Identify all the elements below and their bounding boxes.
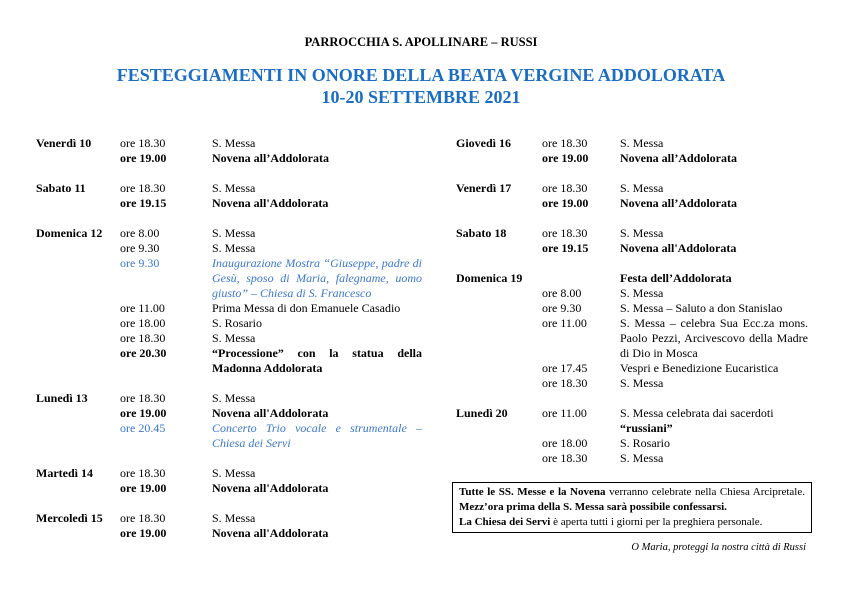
event-time: ore 19.00 (542, 196, 589, 210)
schedule-row (36, 151, 422, 166)
event-title: Novena all'Addolorata (212, 406, 329, 420)
event-title: S. Messa (212, 391, 256, 405)
event-time: ore 18.00 (120, 316, 166, 330)
schedule-row (456, 181, 808, 196)
notice-servi: La Chiesa dei Servi (459, 516, 551, 528)
event-title: S. Rosario (620, 436, 671, 450)
event-title: S. Messa (212, 136, 256, 150)
schedule-row (456, 136, 808, 151)
event-title: Novena all’Addolorata (212, 151, 329, 165)
day-block (456, 406, 808, 466)
event-title: S. Messa (620, 136, 664, 150)
schedule-row (36, 526, 422, 541)
schedule-row (36, 346, 422, 376)
schedule-row (36, 256, 422, 301)
event-title: S. Messa (620, 286, 664, 300)
day-name: Domenica 19 (456, 271, 523, 285)
event-title: S. Messa (620, 451, 664, 465)
event-time: ore 18.30 (542, 181, 588, 195)
event-time: ore 18.30 (120, 331, 166, 345)
schedule-row (456, 151, 808, 166)
schedule-row (456, 226, 808, 241)
event-title: Novena all'Addolorata (212, 481, 329, 495)
event-title: S. Messa (212, 241, 256, 255)
schedule-row (456, 451, 808, 466)
event-title: S. Messa (212, 466, 256, 480)
schedule-row (36, 511, 422, 526)
event-title: S. Messa – Saluto a don Stanislao (620, 301, 783, 315)
event-time: ore 9.30 (542, 301, 582, 315)
event-time: ore 18.30 (120, 181, 166, 195)
event-title: Prima Messa di don Emanuele Casadio (212, 301, 401, 315)
event-time: ore 11.00 (542, 406, 587, 420)
event-time: ore 20.30 (120, 346, 167, 360)
event-time: ore 20.45 (120, 421, 166, 435)
page-title (0, 64, 842, 108)
day-block (36, 391, 422, 451)
event-time: ore 11.00 (120, 301, 165, 315)
day-name: Sabato 18 (456, 226, 507, 240)
event-title: S. Messa (212, 181, 256, 195)
schedule-row (456, 271, 808, 286)
schedule-row (456, 286, 808, 301)
event-time (542, 271, 620, 286)
schedule-row (456, 196, 808, 211)
day-name: Martedì 14 (36, 466, 93, 480)
schedule-row (36, 391, 422, 406)
event-title: S. Messa celebrata dai sacerdoti (620, 406, 774, 420)
day-block (36, 466, 422, 496)
day-name: Giovedì 16 (456, 136, 512, 150)
schedule-row (36, 226, 422, 241)
event-time: ore 18.30 (542, 451, 588, 465)
event-title: Novena all'Addolorata (212, 526, 329, 540)
event-time: ore 19.15 (120, 196, 167, 210)
event-time: ore 19.00 (120, 151, 167, 165)
notice-open: è aperta tutti i giorni per la preghiera personale. (550, 516, 763, 528)
event-title: S. Messa (620, 226, 664, 240)
day-block (456, 226, 808, 256)
schedule-left-column (36, 136, 422, 556)
day-block (36, 226, 422, 376)
schedule-right-column (456, 136, 808, 481)
schedule-row (456, 241, 808, 256)
schedule-row (36, 181, 422, 196)
day-name: Domenica 12 (36, 226, 103, 240)
schedule-row (456, 421, 808, 436)
parish-name: PARROCCHIA S. APOLLINARE – RUSSI (304, 35, 538, 49)
footer-prayer: O Maria, proteggi la nostra città di Russi (631, 542, 806, 553)
day-block (36, 511, 422, 541)
event-title: Novena all’Addolorata (620, 196, 737, 210)
title-line-1: FESTEGGIAMENTI IN ONORE DELLA BEATA VERGINE ADDOLORATA (116, 65, 726, 85)
schedule-row (36, 136, 422, 151)
event-time: ore 19.00 (120, 481, 167, 495)
event-time: ore 19.00 (542, 151, 589, 165)
event-time: ore 19.00 (120, 526, 167, 540)
event-time: ore 19.15 (542, 241, 589, 255)
schedule-row (36, 331, 422, 346)
schedule-row (36, 196, 422, 211)
event-time: ore 18.30 (120, 466, 166, 480)
notice-confession: Mezz’ora prima della S. Messa sarà possibile confessarsi. (459, 501, 727, 513)
event-time: ore 18.30 (542, 376, 588, 390)
event-time: ore 11.00 (542, 316, 587, 330)
schedule-row (36, 406, 422, 421)
schedule-row (456, 361, 808, 376)
event-time (542, 421, 620, 436)
event-title: “Processione” con la statua della Madonna Addolorata (212, 346, 422, 375)
day-block (456, 271, 808, 391)
event-time: ore 18.30 (120, 391, 166, 405)
event-title: “russiani” (620, 421, 673, 435)
event-title: Vespri e Benedizione Eucaristica (620, 361, 779, 375)
event-time: ore 17.45 (542, 361, 588, 375)
schedule-row (456, 406, 808, 421)
schedule-row (456, 376, 808, 391)
event-title: S. Messa (212, 511, 256, 525)
schedule-row (36, 301, 422, 316)
schedule-row (456, 316, 808, 361)
day-name: Venerdì 10 (36, 136, 92, 150)
schedule-row (36, 466, 422, 481)
event-time: ore 9.30 (120, 241, 160, 255)
event-time: ore 19.00 (120, 406, 167, 420)
event-time: ore 18.00 (542, 436, 588, 450)
event-title: S. Messa – celebra Sua Ecc.za mons. Paolo Pezzi, Arcivescovo della Madre di Dio in Mosca (620, 316, 808, 360)
event-title: S. Messa (212, 331, 256, 345)
event-time: ore 8.00 (120, 226, 160, 240)
day-block (456, 136, 808, 166)
event-time: ore 8.00 (542, 286, 582, 300)
event-title: Inaugurazione Mostra “Giuseppe, padre di Gesù, sposo di Maria, falegname, uomo giusto” – Chiesa di S. Francesco (212, 256, 422, 300)
title-line-2: 10-20 SETTEMBRE 2021 (321, 87, 521, 107)
day-block (456, 181, 808, 211)
schedule-row (36, 421, 422, 451)
event-time: ore 9.30 (120, 256, 160, 270)
event-time: ore 18.30 (542, 136, 588, 150)
day-name: Mercoledì 15 (36, 511, 103, 525)
event-title: S. Messa (620, 376, 664, 390)
schedule-row (456, 436, 808, 451)
schedule-row (36, 241, 422, 256)
event-title: Festa dell’Addolorata (620, 271, 732, 285)
event-title: Concerto Trio vocale e strumentale – Chiesa dei Servi (212, 421, 422, 450)
event-title: Novena all’Addolorata (620, 151, 737, 165)
day-name: Lunedì 20 (456, 406, 508, 420)
notice-church: verranno celebrate nella Chiesa Arcipretale. (605, 486, 805, 498)
event-time: ore 18.30 (120, 136, 166, 150)
event-title: Novena all'Addolorata (212, 196, 329, 210)
event-title: S. Rosario (212, 316, 263, 330)
schedule-row (36, 316, 422, 331)
event-title: S. Messa (212, 226, 256, 240)
day-block (36, 181, 422, 211)
event-time: ore 18.30 (542, 226, 588, 240)
event-time: ore 18.30 (120, 511, 166, 525)
day-name: Lunedì 13 (36, 391, 88, 405)
day-name: Sabato 11 (36, 181, 86, 195)
event-title: Novena all'Addolorata (620, 241, 737, 255)
notice-masses: Tutte le SS. Messe e la Novena (459, 486, 606, 498)
schedule-row (36, 481, 422, 496)
day-name: Venerdì 17 (456, 181, 512, 195)
event-title: S. Messa (620, 181, 664, 195)
notice-box (452, 482, 812, 533)
day-block (36, 136, 422, 166)
schedule-row (456, 301, 808, 316)
